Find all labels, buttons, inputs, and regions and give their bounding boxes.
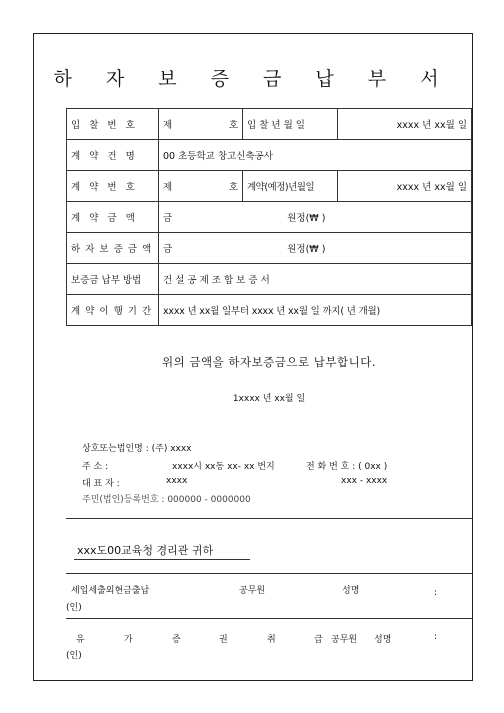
cash-officer-colon: : <box>434 588 438 598</box>
contract-name-row <box>67 140 472 171</box>
contract-name-label: 계 약 건 명 <box>67 140 159 171</box>
bid-date-label: 입 찰 년 월 일 <box>243 109 338 140</box>
bid-number-je: 제 <box>163 120 173 131</box>
payment-method-row <box>67 264 472 295</box>
representative-value[interactable]: xxxx <box>166 476 188 486</box>
registration-number[interactable]: 주민(법인)등록번호 : 000000 - 0000000 <box>82 495 251 505</box>
contract-amount-label: 계 약 금 액 <box>67 202 159 233</box>
warranty-amount-row <box>67 233 472 264</box>
performance-period-value[interactable]: xxxx 년 xx월 일부터 xxxx 년 xx월 일 까지( 년 개월) <box>159 295 472 326</box>
bid-number-ho: 호 <box>228 120 238 131</box>
contract-number-ho: 호 <box>228 182 238 193</box>
representative-phone[interactable]: xxx - xxxx <box>341 476 388 486</box>
warranty-amount-won: 원정(₩ ) <box>287 244 326 255</box>
address-value[interactable]: xxxx시 xx동 xx- xx 번지 <box>172 462 275 472</box>
contract-amount-won: 원정(₩ ) <box>287 213 326 224</box>
contract-date-value[interactable]: xxxx 년 xx월 일 <box>338 171 472 202</box>
performance-period-label: 계 약 이 행 기 간 <box>67 295 159 326</box>
bid-date-value[interactable]: xxxx 년 xx월 일 <box>338 109 472 140</box>
securities-char-5: 취 <box>267 635 276 645</box>
securities-char-1: 유 <box>76 635 85 645</box>
bid-number-field[interactable] <box>159 109 243 140</box>
contract-number-label: 계 약 번 호 <box>67 171 159 202</box>
securities-char-2: 가 <box>124 635 133 645</box>
divider-top <box>66 518 472 519</box>
pledge-text: 위의 금액을 하자보증금으로 납부합니다. <box>162 355 376 369</box>
securities-seal[interactable]: (인) <box>66 651 82 661</box>
divider-middle <box>66 573 472 574</box>
payment-method-value[interactable]: 건 설 공 제 조 합 보 증 서 <box>159 264 472 295</box>
securities-colon: : <box>434 632 438 642</box>
address-label: 주 소 : <box>82 462 109 472</box>
cash-officer-title: 세입세출외현금출납 <box>71 586 150 596</box>
phone-label[interactable]: 전 화 번 호 : ( 0xx ) <box>306 462 388 472</box>
contract-number-field[interactable] <box>159 171 243 202</box>
form-title: 하 자 보 증 금 납 부 서 <box>53 68 453 90</box>
contract-number-je: 제 <box>163 182 173 193</box>
contract-amount-row <box>67 202 472 233</box>
addressee: xxx도00교육청 경리관 귀하 <box>77 544 214 557</box>
representative-label: 대 표 자 : <box>82 479 120 489</box>
warranty-amount-label: 하 자 보 증 금 액 <box>67 233 159 264</box>
payment-method-label: 보증금 납부 방법 <box>67 264 159 295</box>
submit-date[interactable]: 1xxxx 년 xx월 일 <box>232 394 306 404</box>
warranty-amount-geum: 금 <box>163 244 173 255</box>
cash-officer-official: 공무원 <box>239 586 266 596</box>
contract-number-row <box>67 171 472 202</box>
securities-name-label: 성명 <box>374 635 392 645</box>
contract-date-label: 계약(예정)년월일 <box>243 171 338 202</box>
warranty-amount-field[interactable] <box>159 233 472 264</box>
securities-char-6: 급 <box>314 635 323 645</box>
securities-char-4: 권 <box>219 635 228 645</box>
form-page <box>33 33 473 681</box>
addressee-underline <box>74 559 250 560</box>
securities-char-3: 증 <box>172 635 181 645</box>
securities-official: 공무원 <box>331 635 358 645</box>
contract-amount-field[interactable] <box>159 202 472 233</box>
contract-amount-geum: 금 <box>163 213 173 224</box>
contract-name-value[interactable]: 00 초등학교 창고신축공사 <box>159 140 472 171</box>
company-name[interactable]: 상호또는법인명 : (주) xxxx <box>82 444 192 454</box>
performance-period-row <box>67 295 472 326</box>
bid-number-row <box>67 109 472 140</box>
cash-officer-name-label: 성명 <box>342 586 360 596</box>
form-table <box>66 108 472 326</box>
divider-bottom <box>66 618 472 619</box>
bid-number-label: 입 찰 번 호 <box>67 109 159 140</box>
cash-officer-seal[interactable]: (인) <box>66 603 82 613</box>
